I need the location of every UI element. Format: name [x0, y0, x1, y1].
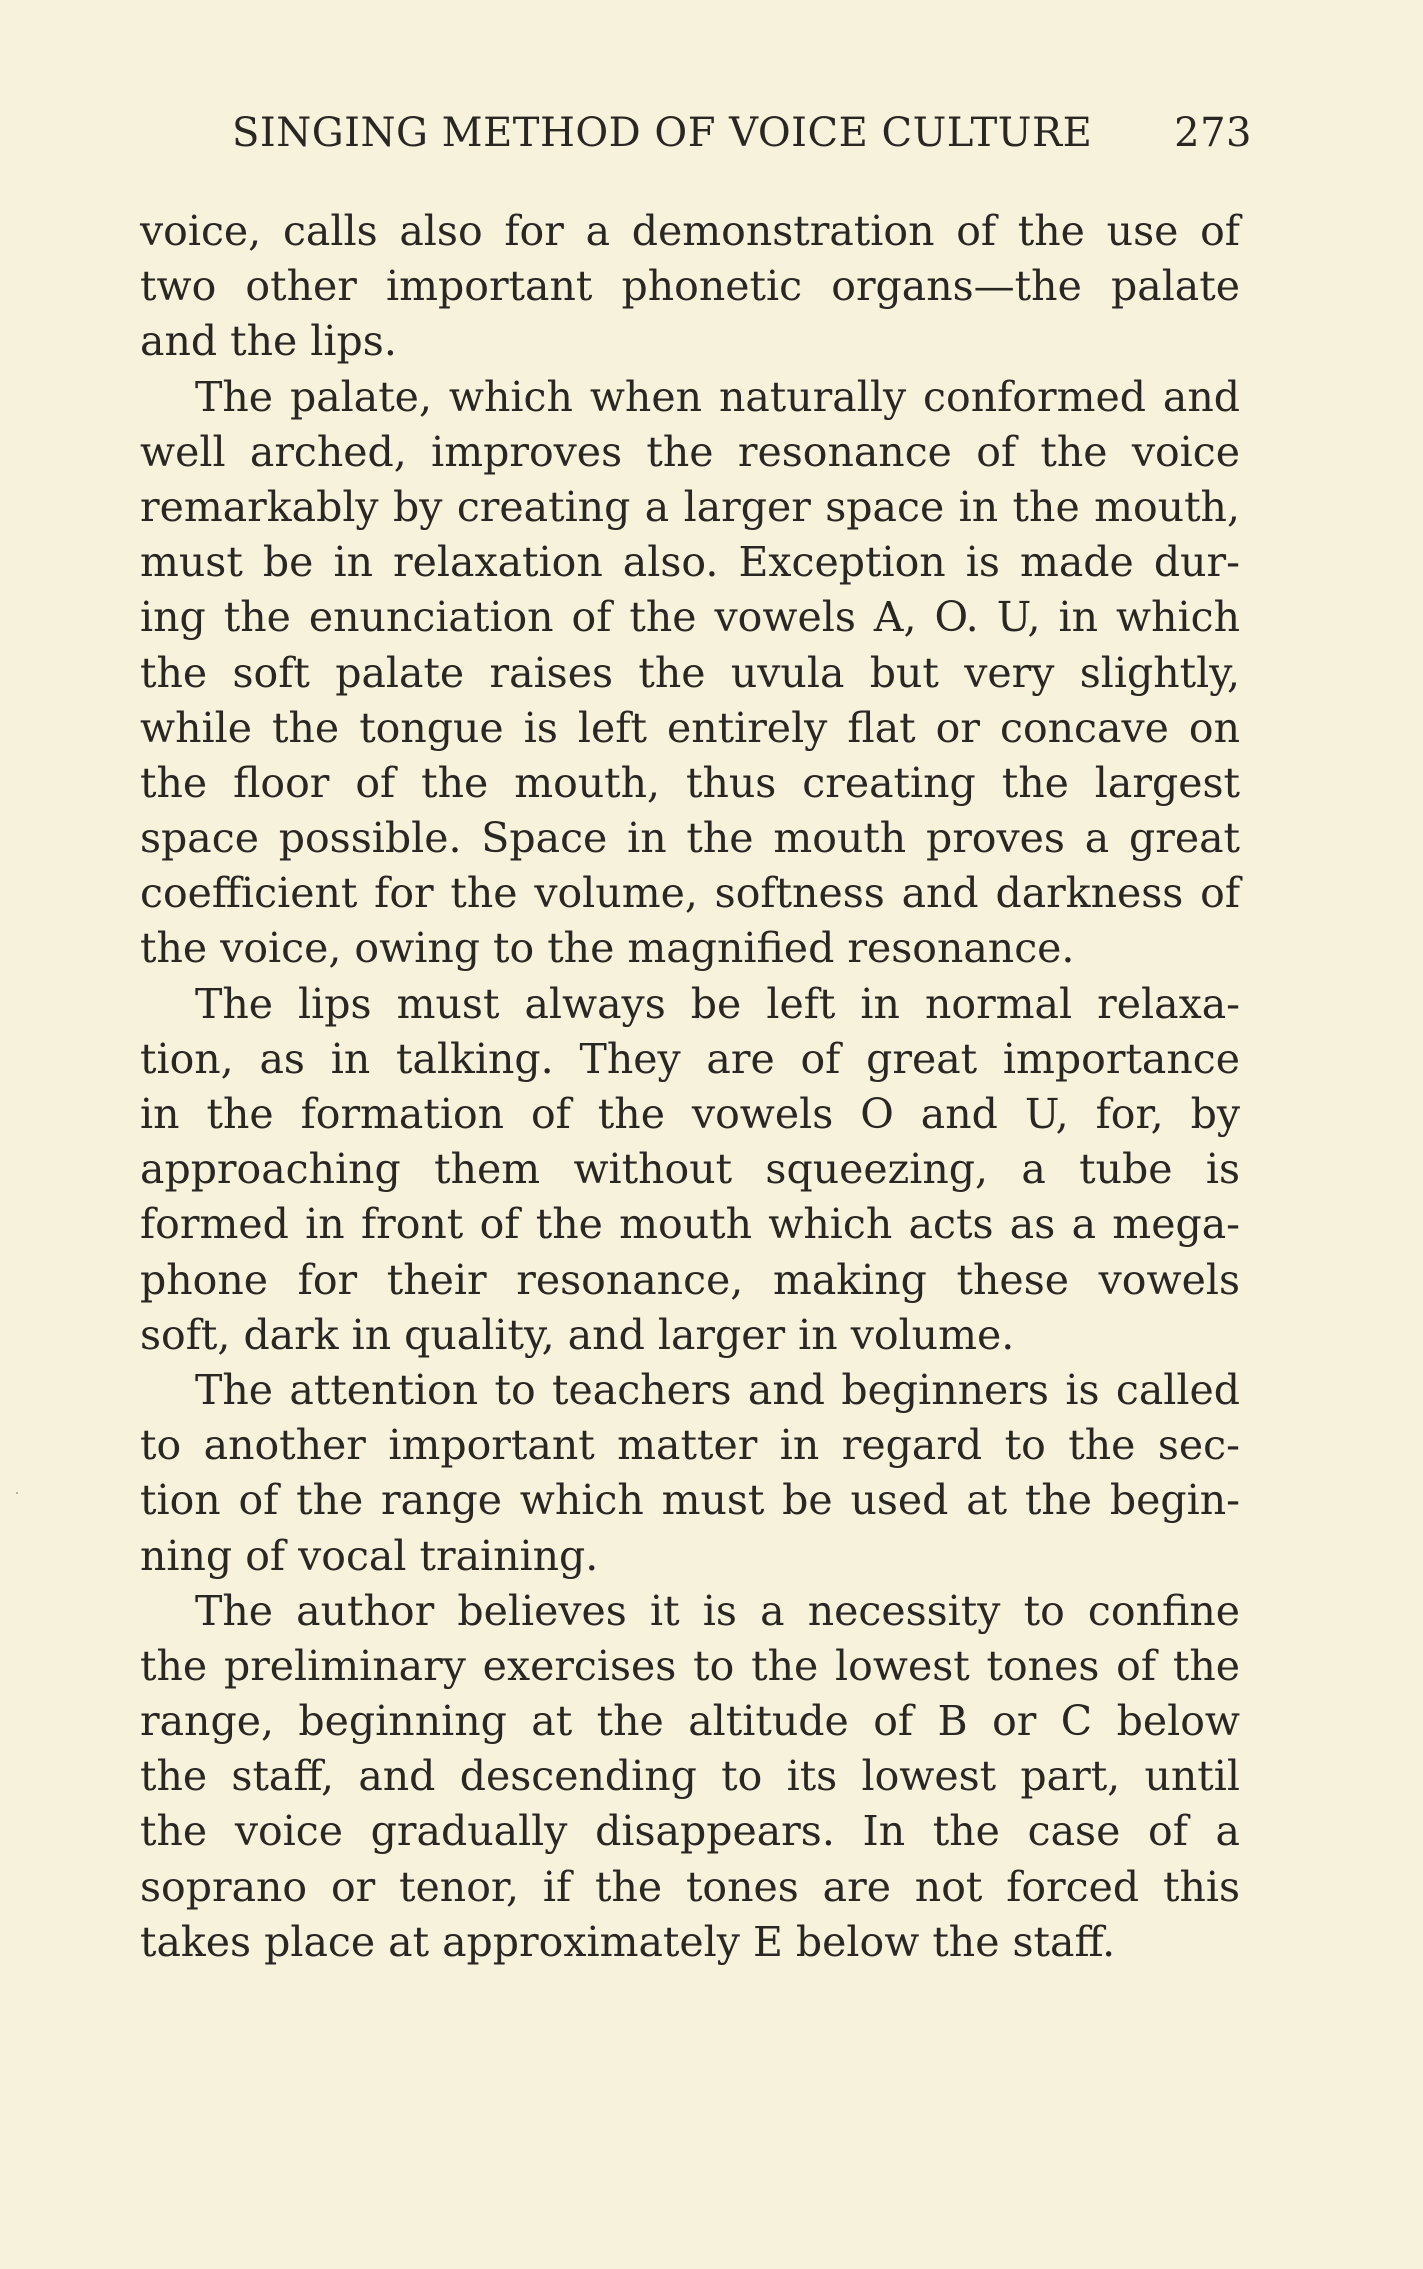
running-head: [232, 110, 1252, 170]
text-line: coefficient for the volume, softness and darkness of: [140, 869, 1240, 918]
text-line: voice, calls also for a demonstration of the use of: [140, 207, 1240, 255]
running-title: SINGING METHOD OF VOICE CULTURE: [232, 110, 1093, 156]
text-line: soprano or tenor, if the tones are not forced this: [140, 1862, 1240, 1911]
text-line: takes place at approximately E below the staff.: [140, 1917, 1116, 1966]
text-line: the staff, and descending to its lowest part, until: [140, 1752, 1240, 1801]
text-line: and the lips.: [140, 317, 397, 366]
text-line: the voice gradually disappears. In the case of a: [140, 1807, 1240, 1856]
text-line: The attention to teachers and beginners is called: [195, 1365, 1240, 1414]
paragraph: [140, 1363, 1240, 1584]
text-line: the voice, owing to the magnified resonance.: [140, 924, 1075, 973]
text-line: The author believes it is a necessity to confine: [195, 1586, 1240, 1635]
text-line: tion, as in talking. They are of great importance: [140, 1034, 1240, 1083]
text-line: in the formation of the vowels O and U, for, by: [140, 1090, 1240, 1138]
text-line: approaching them without squeezing, a tube is: [140, 1145, 1240, 1194]
text-line: soft, dark in quality, and larger in volume.: [140, 1310, 1015, 1359]
text-line: The lips must always be left in normal relaxa-: [195, 979, 1240, 1028]
text-line: well arched, improves the resonance of the voice: [140, 427, 1240, 476]
text-line: The palate, which when naturally conformed and: [195, 372, 1240, 421]
text-line: to another important matter in regard to the sec-: [140, 1421, 1240, 1470]
paragraph: [140, 977, 1240, 1363]
text-line: formed in front of the mouth which acts as a mega-: [140, 1200, 1240, 1249]
text-line: space possible. Space in the mouth proves a great: [140, 814, 1240, 863]
text-line: phone for their resonance, making these vowels: [140, 1255, 1240, 1304]
text-line: tion of the range which must be used at the begin-: [140, 1476, 1240, 1525]
text-line: ning of vocal training.: [140, 1531, 599, 1580]
paragraph: [140, 370, 1240, 977]
body-text: [140, 204, 1240, 1970]
text-line: the soft palate raises the uvula but very slightly,: [140, 648, 1240, 697]
margin-speck: [16, 1492, 18, 1494]
text-line: remarkably by creating a larger space in the mouth,: [140, 482, 1240, 531]
text-line: must be in relaxation also. Exception is made dur-: [140, 538, 1240, 587]
text-line: ing the enunciation of the vowels A, O. U, in which: [140, 593, 1240, 642]
page-number: 273: [1174, 110, 1252, 156]
text-line: the preliminary exercises to the lowest tones of the: [140, 1641, 1240, 1690]
text-line: range, beginning at the altitude of B or C below: [140, 1697, 1240, 1746]
text-line: while the tongue is left entirely flat or concave on: [140, 703, 1240, 752]
paragraph: [140, 204, 1240, 370]
text-line: two other important phonetic organs—the palate: [140, 262, 1240, 311]
paragraph: [140, 1584, 1240, 1970]
text-line: the floor of the mouth, thus creating the largest: [140, 758, 1240, 807]
